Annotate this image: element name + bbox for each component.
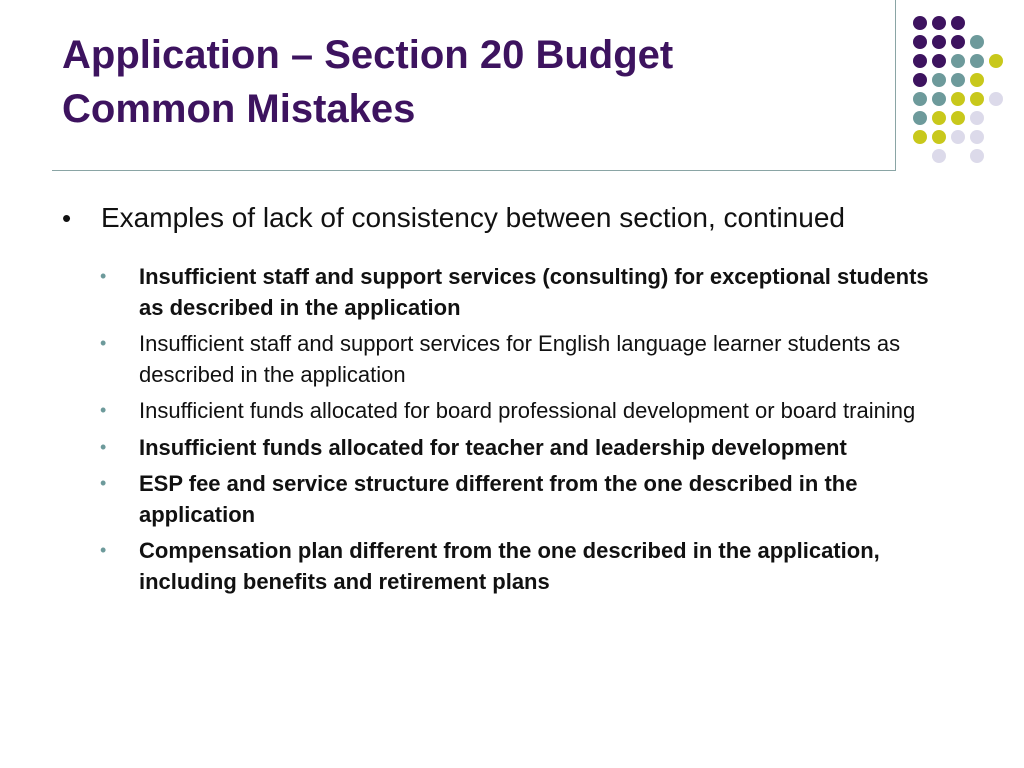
decor-dot <box>970 130 984 144</box>
sub-bullet-list <box>100 262 970 603</box>
decor-dot <box>913 16 927 30</box>
decor-dot <box>951 92 965 106</box>
decor-dot <box>932 54 946 68</box>
title-divider-vertical <box>895 0 896 170</box>
bullet-marker: • <box>100 266 107 286</box>
sub-bullet-item <box>100 262 970 323</box>
decor-dot <box>932 92 946 106</box>
decor-dot <box>970 92 984 106</box>
main-bullet-text: Examples of lack of consistency between section, continued <box>101 202 845 233</box>
title-line-1: Application – Section 20 Budget <box>62 33 674 77</box>
sub-bullet-text: Insufficient staff and support services for English language learner students as described in the application <box>139 331 901 387</box>
decor-dot <box>913 54 927 68</box>
bullet-marker: • <box>100 436 107 457</box>
decor-dot <box>932 111 946 125</box>
decor-dot <box>932 35 946 49</box>
sub-bullet-text: Insufficient staff and support services (consulting) for exceptional students as described in the application <box>139 264 929 320</box>
sub-bullet-item <box>100 469 970 530</box>
decor-dot <box>913 35 927 49</box>
decor-dot <box>913 92 927 106</box>
decor-dot <box>970 35 984 49</box>
sub-bullet-text: ESP fee and service structure different from the one described in the application <box>139 471 858 527</box>
slide-title <box>62 28 862 136</box>
title-divider-horizontal <box>52 170 896 171</box>
decor-dot <box>970 111 984 125</box>
decor-dot <box>970 149 984 163</box>
bullet-marker: • <box>62 203 72 233</box>
decor-dot <box>932 73 946 87</box>
sub-bullet-item <box>100 433 970 464</box>
sub-bullet-text: Insufficient funds allocated for board professional development or board training <box>139 398 916 423</box>
decor-dot <box>932 16 946 30</box>
bullet-marker: • <box>100 540 107 560</box>
decor-dot <box>970 54 984 68</box>
decor-dot <box>951 16 965 30</box>
title-line-2: Common Mistakes <box>62 87 416 131</box>
decor-dot <box>913 111 927 125</box>
decor-dot <box>951 54 965 68</box>
decor-dot <box>951 111 965 125</box>
decor-dot <box>989 92 1003 106</box>
decor-dot <box>970 73 984 87</box>
decor-dot <box>913 73 927 87</box>
sub-bullet-text: Compensation plan different from the one described in the application, including benefits and retirement plans <box>139 538 880 594</box>
decor-dot <box>932 149 946 163</box>
decor-dot <box>951 35 965 49</box>
bullet-marker: • <box>100 400 107 420</box>
sub-bullet-item <box>100 396 970 427</box>
sub-bullet-item <box>100 536 970 597</box>
decor-dot <box>951 130 965 144</box>
sub-bullet-item <box>100 329 970 390</box>
decor-dot <box>932 130 946 144</box>
sub-bullet-text: Insufficient funds allocated for teacher and leadership development <box>139 434 847 460</box>
bullet-marker: • <box>100 333 107 353</box>
decor-dot <box>989 54 1003 68</box>
decor-dot <box>913 130 927 144</box>
decor-dot <box>951 73 965 87</box>
bullet-marker: • <box>100 473 107 493</box>
